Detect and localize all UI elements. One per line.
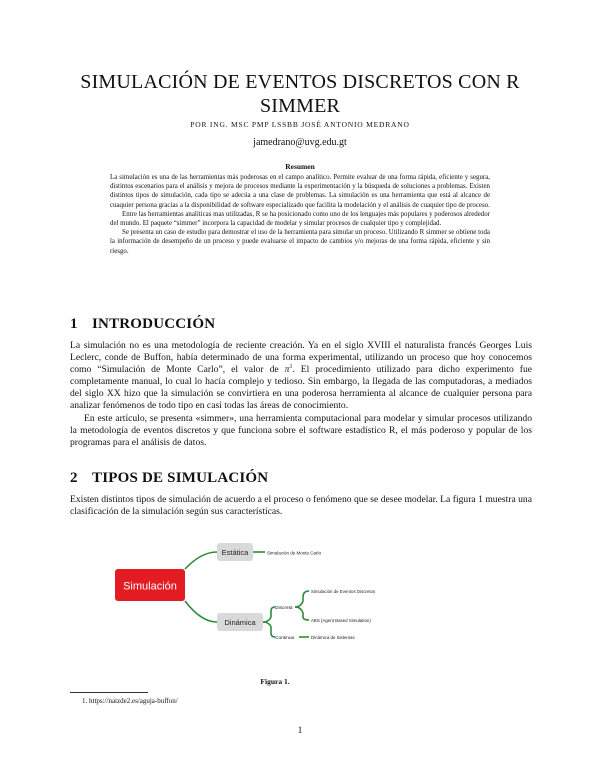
section-number: 2 <box>70 470 78 486</box>
section-title: INTRODUCCIÓN <box>92 316 216 332</box>
connector-line <box>263 622 275 637</box>
connector-line <box>263 607 275 622</box>
section-1-heading <box>70 316 215 333</box>
simulation-types-diagram <box>115 535 375 645</box>
connector-line <box>295 591 309 607</box>
footnote-rule <box>70 692 148 693</box>
section-2-heading <box>70 470 268 487</box>
author-email[interactable]: jamedrano@uvg.edu.gt <box>253 137 347 148</box>
abstract-paragraph: Se presenta un caso de estudio para demostrar el uso de la herramienta para simular un proceso. Utilizando R simmer se obtiene toda la información de desempeño de un proceso y puede evaluarse el impacto de cambios y/o mejoras de una forma rápida, eficiente y sin riesgo. <box>110 229 490 255</box>
footnote <box>82 697 178 705</box>
body-paragraph: En este artículo, se presenta «simmer», una herramienta computacional para modelar y simular procesos utilizando la metodología de eventos discretos y que funciona sobre el software estadístico R, el más poderoso y popular de los programas para el análisis de datos. <box>70 412 532 448</box>
abstract <box>110 173 490 256</box>
dinamica-node-label: Dinámica <box>224 618 256 627</box>
estatica-leaf-label: Simulación de Monte Carlo <box>267 550 322 556</box>
abstract-heading: Resumen <box>285 162 315 171</box>
footnote-number: 1. <box>82 697 88 705</box>
section-number: 1 <box>70 316 78 332</box>
continua-leaf: Dinámica de Sistemas <box>311 635 355 640</box>
section-title: TIPOS DE SIMULACIÓN <box>92 470 269 486</box>
author-line: POR ING. MSC PMP LSSBB JOSÉ ANTONIO MEDRANO <box>190 120 410 129</box>
section-2-body <box>70 494 532 518</box>
figure-caption: Figura 1. <box>260 677 290 686</box>
continua-label: Continua <box>275 636 295 641</box>
discreta-leaf-2: ABS (Agent Based Simulation) <box>311 618 371 623</box>
page-number: 1 <box>297 726 303 736</box>
connector-line <box>185 552 217 569</box>
root-node-label: Simulación <box>123 580 177 593</box>
section-1-body <box>70 340 532 449</box>
footnote-mark[interactable]: 1 <box>289 364 293 370</box>
paper-title: SIMULACIÓN DE EVENTOS DISCRETOS CON R SIMMER <box>80 71 520 117</box>
connector-line <box>295 607 309 620</box>
body-paragraph: Existen distintos tipos de simulación de acuerdo a el proceso o fenómeno que se desee modelar. La figura 1 muestra una clasificación de la simulación según sus características. <box>70 494 532 518</box>
abstract-paragraph: Entre las herramientas analíticas mas utilizadas, R se ha posicionado como uno de los lenguajes más populares y poderosos alrededor del mundo. El paquete “simmer” incorpora la capacidad de modelar y simular procesos de cualquier tipo y complejidad. <box>110 210 490 228</box>
pi-symbol: π <box>284 364 290 376</box>
abstract-paragraph: La simulación es una de las herramientas más poderosas en el campo analítico. Permite evaluar de una forma rápida, eficiente y segura, distintos escenarios para el análisis y mejora de procesos mediante la experimentación y la búsqueda de soluciones a problemas. Existen distintos tipos de simulación, cada tipo se adecúa a una clase de problemas. La simulación es una herramienta que está al alcance de cuaquier persona gracias a la disponibilidad de software especializado que facilita la modelación y el análisis de cuaquier tipo de proceso. <box>110 174 490 209</box>
discreta-leaf-1: Simulación de Eventos Discretos <box>311 589 375 594</box>
connector-line <box>185 601 217 622</box>
discreta-label: Discreta <box>275 606 293 611</box>
footnote-link[interactable]: https://naizde2.es/aguja-buffon/ <box>89 697 178 705</box>
body-paragraph: La simulación no es una metodología de reciente creación. Ya en el siglo XVIII el naturalista francés Georges Luis Leclerc, conde de Buffon, había determinado de una forma experimental, utilizando un proceso que hoy conocemos como “Simulación de Monte Carlo”, el valor de $\pi^1$. El procedimiento utilizado para dicho experimento fue completamente manual, lo cual lo hacía complejo y tedioso. Sin embargo, la llegada de las computadoras, a mediados del siglo XX hizo que la simulación se convirtiera en una poderosa herramienta al alcance de cualquier persona para analizar fenómenos de todo tipo en casi todas las áreas de conocimiento. <box>70 340 532 412</box>
estatica-node-label: Estática <box>221 548 249 557</box>
